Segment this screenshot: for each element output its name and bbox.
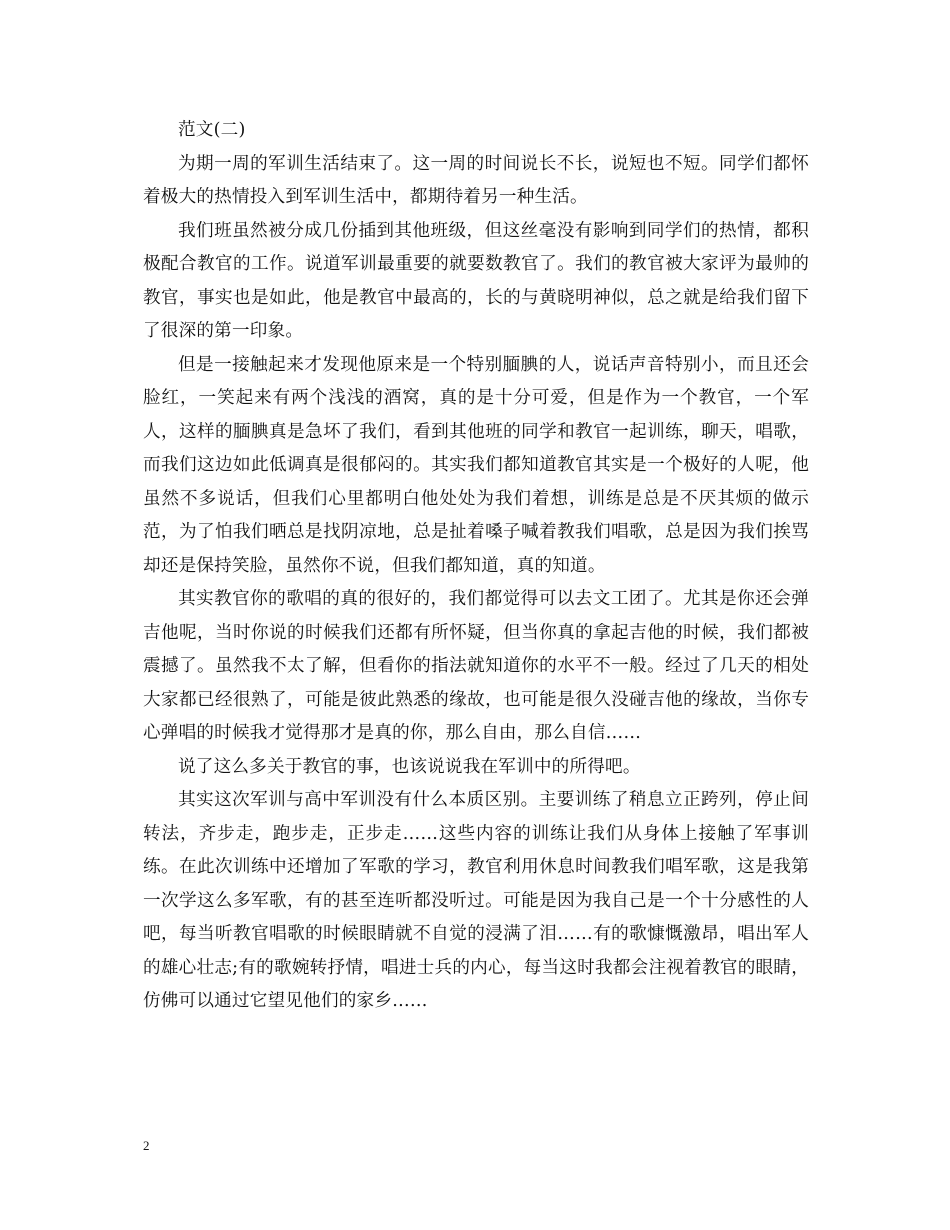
paragraph-4: 其实教官你的歌唱的真的很好的，我们都觉得可以去文工团了。尤其是你还会弹吉他呢，当时你说的时候我们还都有所怀疑，但当你真的拿起吉他的时候，我们都被震撼了。虽然我不太了解，但看你的指法就知道你的水平不一般。经过了几天的相处大家都已经很熟了，可能是彼此熟悉的缘故，也可能是很久没碰吉他的缘故，当你专心弹唱的时候我才觉得那才是真的你，那么自由，那么自信…… <box>143 589 809 743</box>
page-number: 2 <box>143 1138 150 1153</box>
paragraph-1: 为期一周的军训生活结束了。这一周的时间说长不长，说短也不短。同学们都怀着极大的热情投入到军训生活中，都期待着另一种生活。 <box>143 153 809 207</box>
paragraph-6: 其实这次军训与高中军训没有什么本质区别。主要训练了稍息立正跨列，停止间转法，齐步走，跑步走，正步走……这些内容的训练让我们从身体上接触了军事训练。在此次训练中还增加了军歌的学习，教官利用休息时间教我们唱军歌，这是我第一次学这么多军歌，有的甚至连听都没听过。可能是因为我自己是一个十分感性的人吧，每当听教官唱歌的时候眼睛就不自觉的浸满了泪……有的歌慷慨激昂，唱出军人的雄心壮志;有的歌婉转抒情，唱进士兵的内心，每当这时我都会注视着教官的眼睛，仿佛可以通过它望见他们的家乡…… <box>143 790 809 1011</box>
paragraph-2: 我们班虽然被分成几份插到其他班级，但这丝毫没有影响到同学们的热情，都积极配合教官的工作。说道军训最重要的就要数教官了。我们的教官被大家评为最帅的教官，事实也是如此，他是教官中最高的，长的与黄晓明神似，总之就是给我们留下了很深的第一印象。 <box>143 220 809 341</box>
document-heading: 范文(二) <box>178 120 246 140</box>
document-body <box>143 114 809 1019</box>
paragraph-5: 说了这么多关于教官的事，也该说说我在军训中的所得吧。 <box>178 756 641 777</box>
paragraph-3: 但是一接触起来才发现他原来是一个特别腼腆的人，说话声音特别小，而且还会脸红，一笑起来有两个浅浅的酒窝，真的是十分可爱，但是作为一个教官，一个军人，这样的腼腆真是急坏了我们，看到其他班的同学和教官一起训练，聊天，唱歌，而我们这边如此低调真是很郁闷的。其实我们都知道教官其实是一个极好的人呢，他虽然不多说话，但我们心里都明白他处处为我们着想，训练是总是不厌其烦的做示范，为了怕我们晒总是找阴凉地，总是扯着嗓子喊着教我们唱歌，总是因为我们挨骂却还是保持笑脸，虽然你不说，但我们都知道，真的知道。 <box>143 354 809 576</box>
